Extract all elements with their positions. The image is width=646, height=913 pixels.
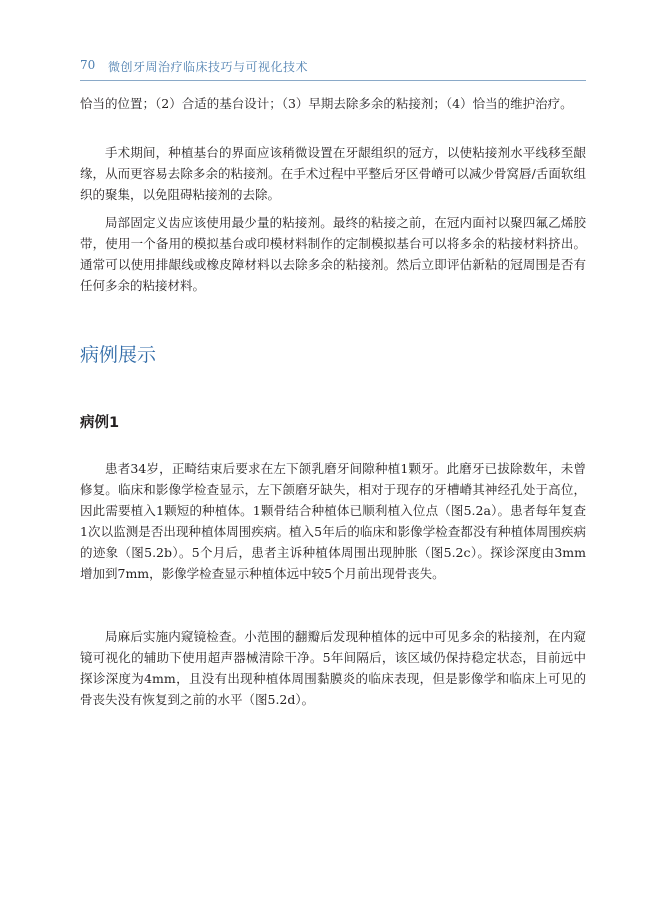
paragraph-case-history: 患者34岁，正畸结束后要求在左下颌乳磨牙间隙种植1颗牙。此磨牙已拔除数年，未曾修复。临床和影像学检查显示，左下颌磨牙缺失，相对于现存的牙槽嵴其神经孔处于高位，因此需要植入1颗短的种植体。1颗骨结合种植体已顺利植入位点（图5.2a）。患者每年复查1次以监测是否出现种植体周围疾病。植入5年后的临床和影像学检查都没有种植体周围疾病的迹象（图5.2b）。5个月后，患者主诉种植体周围出现肿胀（图5.2c）。探诊深度由3mm增加到7mm，影像学检查显示种植体远中较5个月前出现骨丧失。 — [80, 461, 586, 581]
section-heading: 病例展示 — [80, 344, 157, 366]
paragraph-surgery: 手术期间，种植基台的界面应该稍微设置在牙龈组织的冠方，以使粘接剂水平线移至龈缘，从而更容易去除多余的粘接剂。在手术过程中平整后牙区骨嵴可以减少骨窝唇/舌面软组织的聚集，以免阻碍粘接剂的去除。 — [80, 145, 586, 202]
page-number: 70 — [80, 58, 96, 72]
running-header — [80, 56, 586, 81]
running-title: 微创牙周治疗临床技巧与可视化技术 — [108, 60, 309, 74]
paragraph-case-treatment: 局麻后实施内窥镜检查。小范围的翻瓣后发现种植体的远中可见多余的粘接剂，在内窥镜可视化的辅助下使用超声器械清除干净。5年间隔后，该区域仍保持稳定状态，目前远中探诊深度为4mm，且没有出现种植体周围黏膜炎的临床表现，但是影像学和临床上可见的骨丧失没有恢复到之前的水平（图5.2d）。 — [80, 629, 586, 707]
paragraph-fixed-denture: 局部固定义齿应该使用最少量的粘接剂。最终的粘接之前，在冠内面衬以聚四氟乙烯胶带，使用一个备用的模拟基台或印模材料制作的定制模拟基台可以将多余的粘接材料挤出。通常可以使用排龈线或橡皮障材料以去除多余的粘接剂。然后立即评估新粘的冠周围是否有任何多余的粘接材料。 — [80, 215, 586, 293]
paragraph-continued: 恰当的位置；（2）合适的基台设计；（3）早期去除多余的粘接剂；（4）恰当的维护治疗。 — [80, 96, 573, 111]
case-heading: 病例1 — [80, 415, 120, 431]
